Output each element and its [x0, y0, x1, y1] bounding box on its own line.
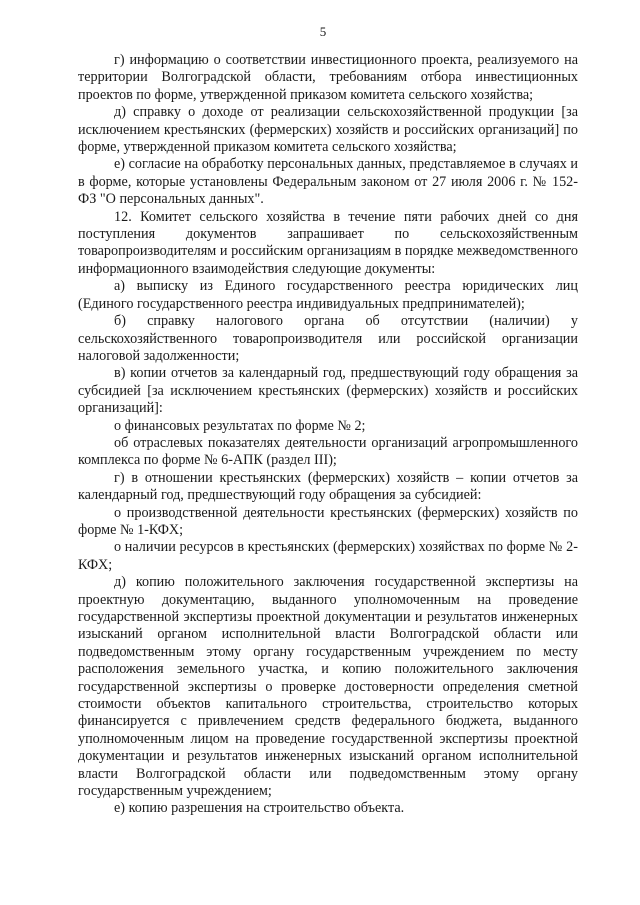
paragraph-item-g-farm-reports: г) в отношении крестьянских (фермерских) хозяйств – копии отчетов за календарный год, предшествующий году обращения за субсидией: [78, 469, 578, 504]
paragraph-financial-results: о финансовых результатах по форме № 2; [114, 417, 366, 434]
paragraph-section-12: 12. Комитет сельского хозяйства в течение пяти рабочих дней со дня поступления документов запрашивает по сельскохозяйственным товаропроизводителям и российским организациям в порядке межведомственного информационного взаимодействия следующие документы: [78, 208, 578, 277]
paragraph-item-g-investment-info: г) информацию о соответствии инвестиционного проекта, реализуемого на территории Волгоградской области, требованиям отбора инвестиционных проектов по форме, утвержденной приказом комитета сельского хозяйства; [78, 52, 578, 103]
paragraph-production-activity: о производственной деятельности крестьянских (фермерских) хозяйств по форме № 1-КФХ; [78, 504, 578, 538]
paragraph-item-d-income-certificate: д) справку о доходе от реализации сельскохозяйственной продукции [за исключением крестьянских (фермерских) хозяйств и российских организаций] по форме, утвержденной приказом комитета сельского хозяйства; [78, 104, 578, 156]
paragraph-item-e-construction-permit: е) копию разрешения на строительство объекта. [114, 800, 405, 817]
paragraph-item-b-tax-certificate: б) справку налогового органа об отсутствии (наличии) у сельскохозяйственного товаропроизводителя или российской организации налоговой задолженности; [78, 313, 578, 364]
page-number: 5 [319, 24, 327, 39]
paragraph-item-d-expertise-conclusion: д) копию положительного заключения государственной экспертизы на проектную документацию, выданного уполномоченным на проведение государственной экспертизы проектной документации и результатов инженерных изысканий органом исполнительной власти Волгоградской области или подведомственным этому органу государственным учреждением по месту расположения земельного участка, и копию положительного заключения государственной экспертизы о проверке достоверности определения сметной стоимости объектов капитального строительства, строительство которых финансируется с привлечением средств федерального бюджета, выданного уполномоченным лицом на проведение государственной экспертизы проектной документации и результатов инженерных изысканий органом исполнительной власти Волгоградской области или подведомственным этому органу государственным учреждением; [78, 574, 578, 800]
paragraph-item-v-report-copies: в) копии отчетов за календарный год, предшествующий году обращения за субсидией [за исключением крестьянских (фермерских) хозяйств и российских организаций]: [78, 365, 578, 417]
paragraph-item-e-personal-data-consent: е) согласие на обработку персональных данных, представляемое в случаях и в форме, которые установлены Федеральным законом от 27 июля 2006 г. № 152-ФЗ "О персональных данных". [78, 156, 578, 208]
paragraph-item-a-registry-extract: а) выписку из Единого государственного реестра юридических лиц (Единого государственного реестра индивидуальных предпринимателей); [78, 278, 578, 312]
paragraph-industry-indicators: об отраслевых показателях деятельности организаций агропромышленного комплекса по форме № 6-АПК (раздел III); [78, 434, 578, 469]
paragraph-resources: о наличии ресурсов в крестьянских (фермерских) хозяйствах по форме № 2-КФХ; [78, 539, 578, 573]
document-body [78, 52, 578, 818]
